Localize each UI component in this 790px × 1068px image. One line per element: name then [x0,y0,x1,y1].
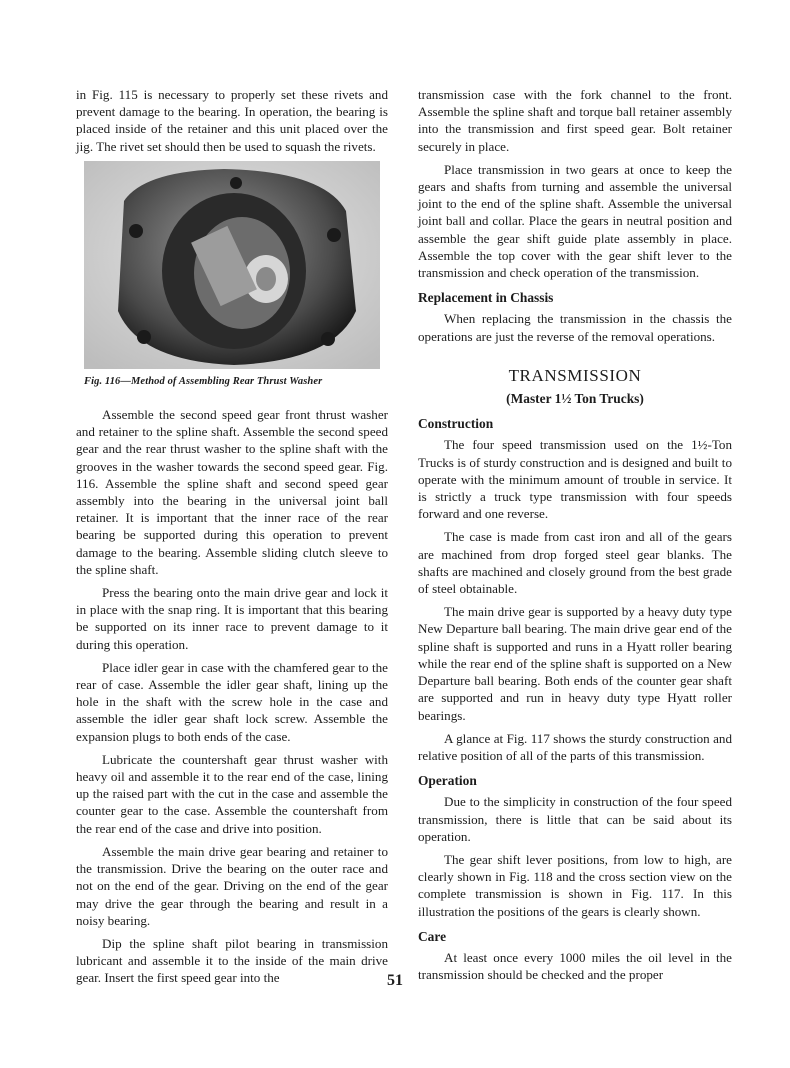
paragraph: Due to the simplicity in construction of the four speed transmission, there is little that can be said about its operation. [418,794,732,844]
paragraph: in Fig. 115 is necessary to properly set these rivets and prevent damage to the bearing. In operation, the bearing is placed inside of the retainer and this unit placed over the jig. The rivet set should then be used to squash the rivets. [76,87,388,154]
transmission-case-photo [84,161,380,369]
section-subtitle: (Master 1½ Ton Trucks) [506,391,644,407]
section-heading: Replacement in Chassis [418,290,554,306]
page-number: 51 [387,972,403,989]
paragraph: When replacing the transmission in the chassis the operations are just the reverse of the removal operations. [418,311,732,344]
left-column [76,86,388,993]
paragraph: At least once every 1000 miles the oil level in the transmission should be checked and the proper [418,949,732,983]
paragraph: Lubricate the countershaft gear thrust washer with heavy oil and assemble it to the rear end of the case, lining up the raised part with the cut in the case and assemble the counter gear to the case. Assemble the countershaft from the rear end of the case and drive into position. [76,751,388,836]
paragraph: Press the bearing onto the main drive gear and lock it in place with the snap ring. It is important that this bearing be supported on its inner race to prevent damage to it during this operation. [76,585,388,652]
paragraph: The four speed transmission used on the 1½-Ton Trucks is of sturdy construction and is designed and built to operate with the minimum amount of trouble in service. It is strictly a truck type transmission with four speeds forward and one reverse. [418,437,732,522]
paragraph: transmission case with the fork channel to the front. Assemble the spline shaft and torque ball retainer assembly into the transmission and first speed gear. Bolt retainer securely in place. [418,87,732,154]
paragraph: Place transmission in two gears at once to keep the gears and shafts from turning and assemble the universal joint to the end of the spline shaft. Assemble the universal joint ball and collar. Place the gears in neutral position and assemble the gear shift guide plate assembly in place. Assemble the top cover with the gear shift lever to the transmission and check operation of the transmission. [418,161,732,281]
paragraph: Assemble the second speed gear front thrust washer and retainer to the spline shaft. Assemble the second speed gear and the rear thrust washer to the spline shaft with the grooves in the washer towards the second speed gear. Fig. 116. Assemble the spline shaft and second speed gear assembly into the bearing in the universal joint ball retainer. It is important that the inner race of the rear bearing be supported during this operation to prevent damage to the bearing. Assemble sliding clutch sleeve to the spline shaft. [76,407,388,577]
paragraph: Place idler gear in case with the chamfered gear to the rear of case. Assemble the idler gear shaft, lining up the hole in the shaft with the screw hole in the case and assemble the idler gear shaft lock screw. Assemble the expansion plugs to both ends of the case. [76,659,388,744]
section-heading: Construction [418,416,494,432]
paragraph: The case is made from cast iron and all of the gears are machined from drop forged steel gear blanks. The shafts are machined and closely ground from the best grade of steel obtainable. [418,529,732,597]
paragraph: A glance at Fig. 117 shows the sturdy construction and relative position of all of the parts of this transmission. [418,730,732,763]
paragraph: The gear shift lever positions, from low to high, are clearly shown in Fig. 118 and the cross section view on the complete transmission is shown in Fig. 117. In this illustration the positions of the gears is clearly shown. [418,851,732,919]
paragraph: Assemble the main drive gear bearing and retainer to the transmission. Drive the bearing on the outer race and not on the end of the gear. Driving on the end of the gear may drive the gear through the bearing and result in a noisy bearing. [76,843,388,928]
section-heading: Care [418,928,447,944]
photo-illustration [84,161,380,369]
section-title: TRANSMISSION [508,365,642,385]
paragraph: Dip the spline shaft pilot bearing in transmission lubricant and assemble it to the inside of the main drive gear. Insert the first speed gear into the [76,935,388,986]
figure-caption: Fig. 116—Method of Assembling Rear Thrust Washer [84,375,323,387]
right-column [418,86,732,989]
paragraph: The main drive gear is supported by a heavy duty type New Departure ball bearing. The main drive gear end of the spline shaft is supported and runs in a Hyatt roller bearing while the rear end of the spline shaft is supported on a New Departure ball bearing. Both ends of the counter gear shaft are supported and run in heavy duty type Hyatt roller bearings. [418,604,732,723]
section-heading: Operation [418,773,477,789]
